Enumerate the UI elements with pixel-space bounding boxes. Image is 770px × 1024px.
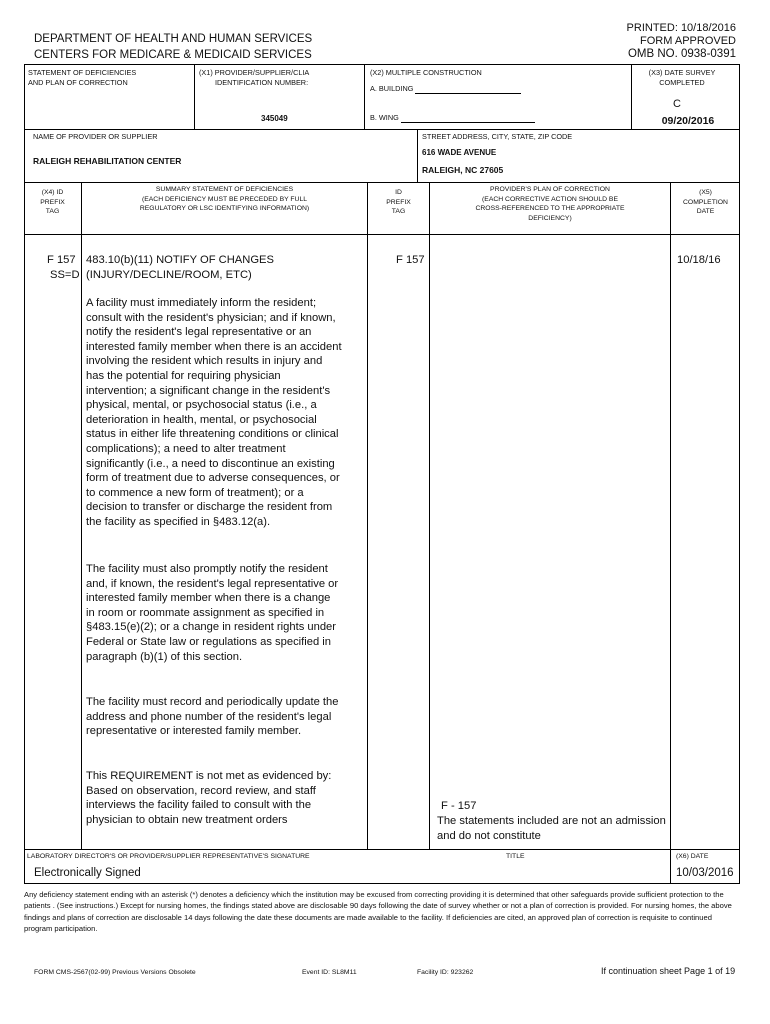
signature-date: 10/03/2016 (676, 867, 734, 879)
deficiency-title: 483.10(b)(11) NOTIFY OF CHANGES (INJURY/DECLINE/ROOM, ETC) (86, 254, 274, 281)
facility-id: Facility ID: 923262 (417, 969, 474, 976)
provider-name-label: NAME OF PROVIDER OR SUPPLIER (33, 132, 158, 141)
scope-severity: SS=D (50, 269, 80, 281)
omb-number: OMB NO. 0938-0391 (627, 48, 736, 60)
department-name: DEPARTMENT OF HEALTH AND HUMAN SERVICES (34, 33, 313, 45)
col-summary-header: SUMMARY STATEMENT OF DEFICIENCIES (EACH DEFICIENCY MUST BE PRECEDED BY FULL REGULATORY OR LSC IDENTIFYING INFORMATION) (139, 186, 310, 212)
regulation-paragraph-1: A facility must immediately inform the resident; consult with the resident's physician; and if known, notify the resident's legal representative or an interested family member when there is an accident involving the resident which results in injury and has the potential for requiring physician intervention; a significant change in the resident's physical, mental, or psychosocial status (i.e., a deterioration in health, mental, or psychosocial status in either life threatening conditions or clinical complications); a need to alter treatment significantly (i.e., a need to discontinue an existing form of treatment due to adverse consequences, or to commence a new form of treatment); or a decision to transfer or discharge the resident from the facility as specified in §483.12(a). (86, 297, 342, 528)
provider-name: RALEIGH REHABILITATION CENTER (33, 156, 182, 166)
page-indicator: If continuation sheet Page 1 of 19 (601, 966, 736, 976)
finding-statement: This REQUIREMENT is not met as evidenced by: Based on observation, record review, and staff interviews the facility failed to consult with the physician to obtain new treatment orders (86, 770, 332, 826)
signature-date-label: (X6) DATE (676, 853, 709, 860)
title-label: TITLE (506, 853, 525, 860)
deficiency-tag: F 157 (47, 254, 76, 266)
event-id: Event ID: SL8M11 (302, 969, 357, 976)
provider-id-number: 345049 (261, 114, 288, 123)
wing-field: B. WING (370, 113, 535, 123)
x1-label: (X1) PROVIDER/SUPPLIER/CLIA IDENTIFICATION NUMBER: (199, 68, 310, 87)
building-field: A. BUILDING (370, 84, 521, 94)
form-approval-block (627, 22, 736, 61)
agency-header (34, 31, 312, 63)
x2-label: (X2) MULTIPLE CONSTRUCTION (370, 68, 482, 77)
address-label: STREET ADDRESS, CITY, STATE, ZIP CODE (422, 132, 573, 141)
x3-label: (X3) DATE SURVEY COMPLETED (648, 68, 716, 87)
col-plan-header: PROVIDER'S PLAN OF CORRECTION (EACH CORRECTIVE ACTION SHOULD BE CROSS-REFERENCED TO THE APPROPRIATE DEFICIENCY) (475, 186, 625, 222)
printed-date: PRINTED: 10/18/2016 (626, 22, 736, 34)
survey-date: 09/20/2016 (661, 115, 715, 127)
col-x4-header: (X4) ID PREFIX TAG (40, 189, 65, 215)
signature-value: Electronically Signed (34, 867, 141, 879)
agency-name: CENTERS FOR MEDICARE & MEDICAID SERVICES (34, 49, 312, 61)
regulation-paragraph-2: The facility must also promptly notify the resident and, if known, the resident's legal representative or interested family member when there is a change in room or roommate assignment as specified in §483.15(e)(2); or a change in resident rights under Federal or State law or regulations as specified in paragraph (b)(1) of this section. (86, 563, 339, 663)
id-prefix-tag: F 157 (396, 254, 425, 266)
completion-date: 10/18/16 (677, 254, 721, 266)
address-line-1: 616 WADE AVENUE (422, 148, 497, 157)
address-line-2: RALEIGH, NC 27605 (422, 165, 504, 175)
signature-label: LABORATORY DIRECTOR'S OR PROVIDER/SUPPLIER REPRESENTATIVE'S SIGNATURE (27, 853, 310, 860)
plan-tag: F - 157 (441, 800, 477, 812)
statement-label: STATEMENT OF DEFICIENCIES AND PLAN OF CORRECTION (28, 68, 137, 87)
regulation-paragraph-3: The facility must record and periodically update the address and phone number of the resident's legal representative or interested family member. (86, 696, 339, 738)
form-approved: FORM APPROVED (640, 35, 736, 47)
col-x5-header: (X5) COMPLETION DATE (683, 189, 728, 215)
plan-text: The statements included are not an admission and do not constitute (437, 815, 666, 842)
form-number: FORM CMS-2567(02-99) Previous Versions Obsolete (34, 969, 196, 976)
col-id-header: ID PREFIX TAG (386, 189, 411, 215)
survey-code: C (673, 98, 681, 110)
disclaimer: Any deficiency statement ending with an asterisk (*) denotes a deficiency which the institution may be excused from correcting providing it is determined that other safeguards provide sufficient protection to the patients . (See instructions.) Except for nursing homes, the findings stated above are disclosable 90 days following the date of survey whether or not a plan of correction is provided. For nursing homes, the above findings and plans of correction are disclosable 14 days following the date these documents are made available to the facility. If deficiencies are cited, an approved plan of correction is requisite to continued program participation. (24, 890, 732, 934)
